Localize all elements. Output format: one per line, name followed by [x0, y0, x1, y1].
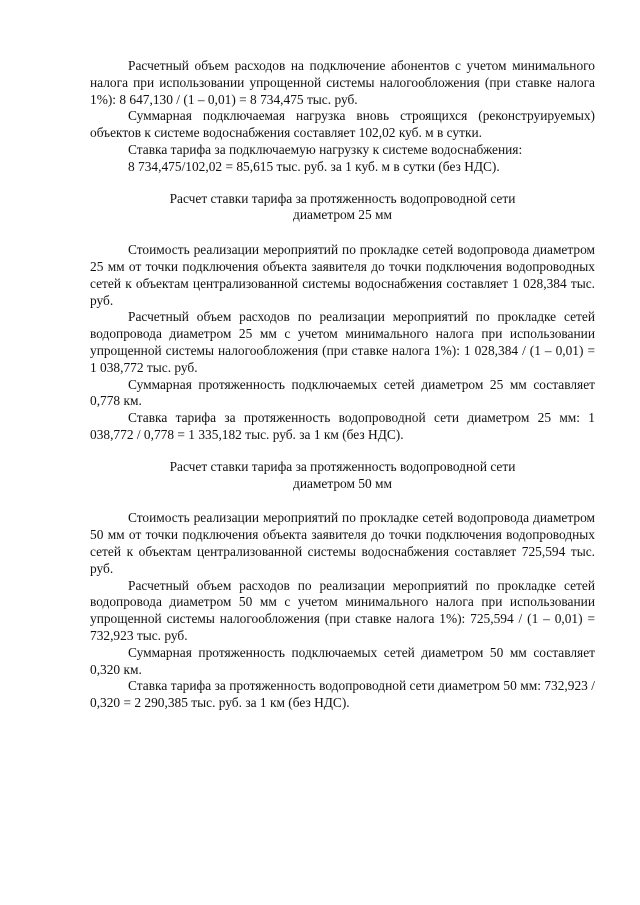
paragraph-load-tariff-title: Ставка тарифа за подключаемую нагрузку к системе водоснабжения: — [128, 141, 523, 157]
section-heading-25mm-line2: диаметром 25 мм — [293, 207, 392, 223]
paragraph-load-tariff-formula: 8 734,475/102,02 = 85,615 тыс. руб. за 1 куб. м в сутки (без НДС). — [128, 158, 500, 174]
paragraph-calculated-expenses: Расчетный объем расходов на подключение абонентов с учетом минимального налога при использовании упрощенной системы налогообложения (при ставке налога 1%): 8 647,130 / (1 – 0,01) = 8 734,475 тыс. руб. — [90, 58, 595, 107]
section-heading-50mm — [90, 459, 595, 493]
paragraph-25mm-tariff: Ставка тарифа за протяженность водопроводной сети диаметром 25 мм: 1 038,772 / 0,778 = 1 335,182 тыс. руб. за 1 км (без НДС). — [90, 410, 595, 442]
section-heading-50mm-line2: диаметром 50 мм — [293, 475, 392, 491]
section-heading-25mm — [90, 191, 595, 225]
paragraph-50mm-tariff: Ставка тарифа за протяженность водопроводной сети диаметром 50 мм: 732,923 / 0,320 = 2 290,385 тыс. руб. за 1 км (без НДС). — [90, 678, 595, 711]
paragraph-50mm-length: Суммарная протяженность подключаемых сетей диаметром 50 мм составляет 0,320 км. — [90, 644, 595, 677]
paragraph-25mm-length: Суммарная протяженность подключаемых сетей диаметром 25 мм составляет 0,778 км. — [90, 376, 595, 409]
document-page — [90, 58, 595, 712]
paragraph-total-load: Суммарная подключаемая нагрузка вновь строящихся (реконструируемых) объектов к системе водоснабжения составляет 102,02 куб. м в сутки. — [90, 108, 595, 141]
paragraph-50mm-cost: Стоимость реализации мероприятий по прокладке сетей водопровода диаметром 50 мм от точки подключения объекта заявителя до точки подключения водопроводных сетей к объектам централизованной системы водоснабжения составляет 725,594 тыс. руб. — [90, 510, 595, 576]
paragraph-25mm-calculated-expenses: Расчетный объем расходов по реализации мероприятий по прокладке сетей водопровода диаметром 25 мм с учетом минимального налога при использовании упрощенной системы налогообложения (при ставке налога 1%): 1 028,384 / (1 – 0,01) = 1 038,772 тыс. руб. — [90, 309, 595, 375]
paragraph-25mm-cost: Стоимость реализации мероприятий по прокладке сетей водопровода диаметром 25 мм от точки подключения объекта заявителя до точки подключения водопроводных сетей к объектам централизованной системы водоснабжения составляет 1 028,384 тыс. руб. — [90, 242, 595, 308]
paragraph-50mm-calculated-expenses: Расчетный объем расходов по реализации мероприятий по прокладке сетей водопровода диаметром 50 мм с учетом минимального налога при использовании упрощенной системы налогообложения (при ставке налога 1%): 725,594 / (1 – 0,01) = 732,923 тыс. руб. — [90, 577, 595, 643]
section-heading-25mm-line1: Расчет ставки тарифа за протяженность водопроводной сети — [169, 190, 516, 206]
section-heading-50mm-line1: Расчет ставки тарифа за протяженность водопроводной сети — [169, 458, 516, 474]
